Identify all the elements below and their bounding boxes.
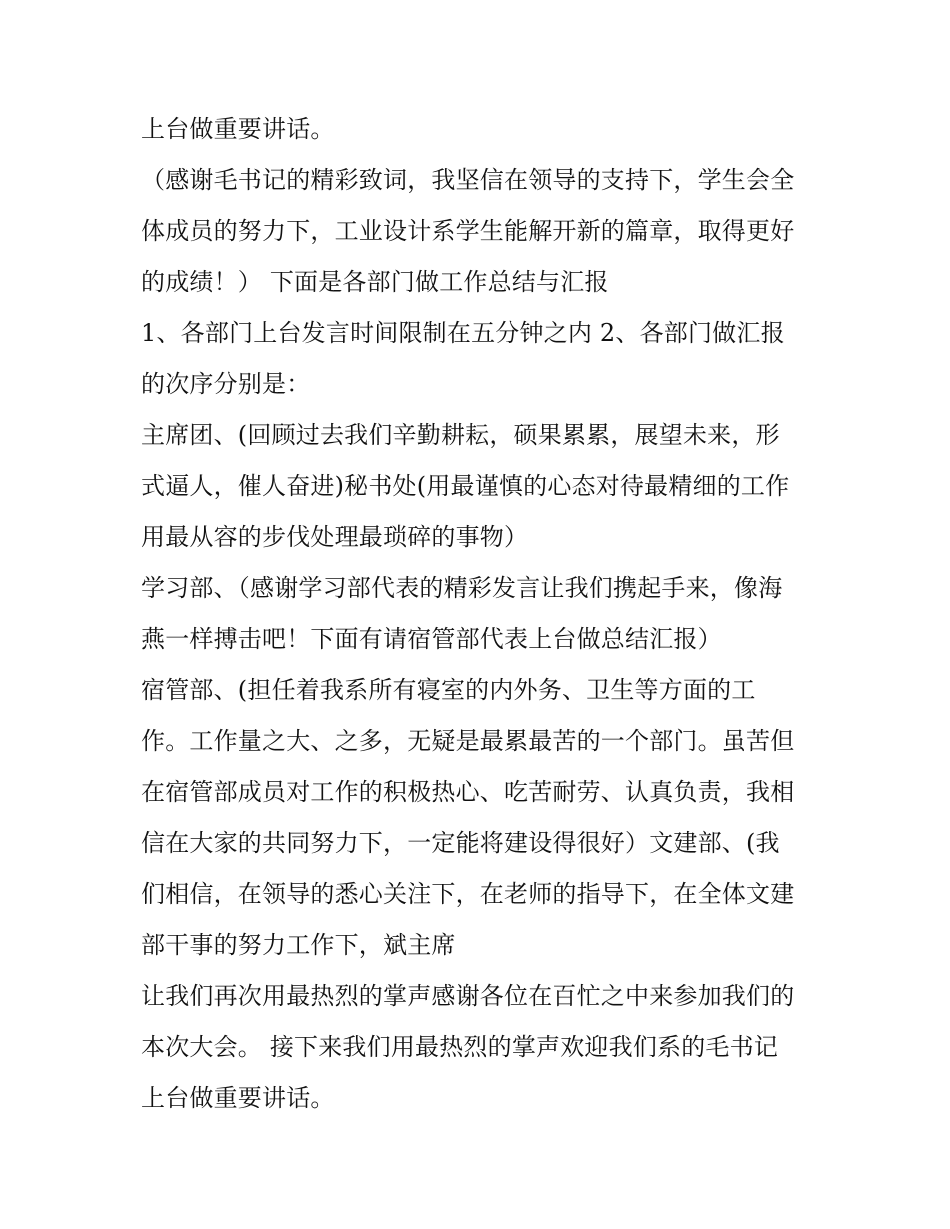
text-line: （感谢毛书记的精彩致词，我坚信在领导的支持下，学生会全 (141, 166, 795, 194)
text-line: 式逼人，催人奋进)秘书处(用最谨慎的心态对待最精细的工作 (141, 472, 790, 500)
text-line: 用最从容的步伐处理最琐碎的事物） (141, 523, 529, 551)
text-line: 体成员的努力下，工业设计系学生能解开新的篇章，取得更好 (141, 217, 795, 245)
document-body (141, 104, 821, 1124)
text-line: 在宿管部成员对工作的积极热心、吃苦耐劳、认真负责，我相 (141, 778, 795, 806)
text-line: 让我们再次用最热烈的掌声感谢各位在百忙之中来参加我们的 (141, 982, 795, 1010)
text-line: 信在大家的共同努力下，一定能将建设得很好）文建部、(我 (141, 829, 780, 857)
text-line: 的成绩！） 下面是各部门做工作总结与汇报 (141, 268, 609, 296)
text-line: 燕一样搏击吧！下面有请宿管部代表上台做总结汇报） (141, 625, 722, 653)
text-line: 1、各部门上台发言时间限制在五分钟之内 2、各部门做汇报 (141, 319, 785, 347)
text-line: 上台做重要讲话。 (141, 1084, 335, 1112)
text-line: 主席团、(回顾过去我们辛勤耕耘，硕果累累，展望未来，形 (141, 421, 780, 449)
text-line: 作。工作量之大、之多，无疑是最累最苦的一个部门。虽苦但 (141, 727, 795, 755)
text-line: 上台做重要讲话。 (141, 115, 335, 143)
text-line: 部干事的努力工作下，斌主席 (141, 931, 456, 959)
text-line: 们相信，在领导的悉心关注下，在老师的指导下，在全体文建 (141, 880, 795, 908)
text-line: 宿管部、(担任着我系所有寝室的内外务、卫生等方面的工 (141, 676, 756, 704)
text-line: 的次序分别是： (141, 370, 311, 398)
text-line: 学习部、（感谢学习部代表的精彩发言让我们携起手来，像海 (141, 574, 783, 602)
text-line: 本次大会。 接下来我们用最热烈的掌声欢迎我们系的毛书记 (141, 1033, 779, 1061)
